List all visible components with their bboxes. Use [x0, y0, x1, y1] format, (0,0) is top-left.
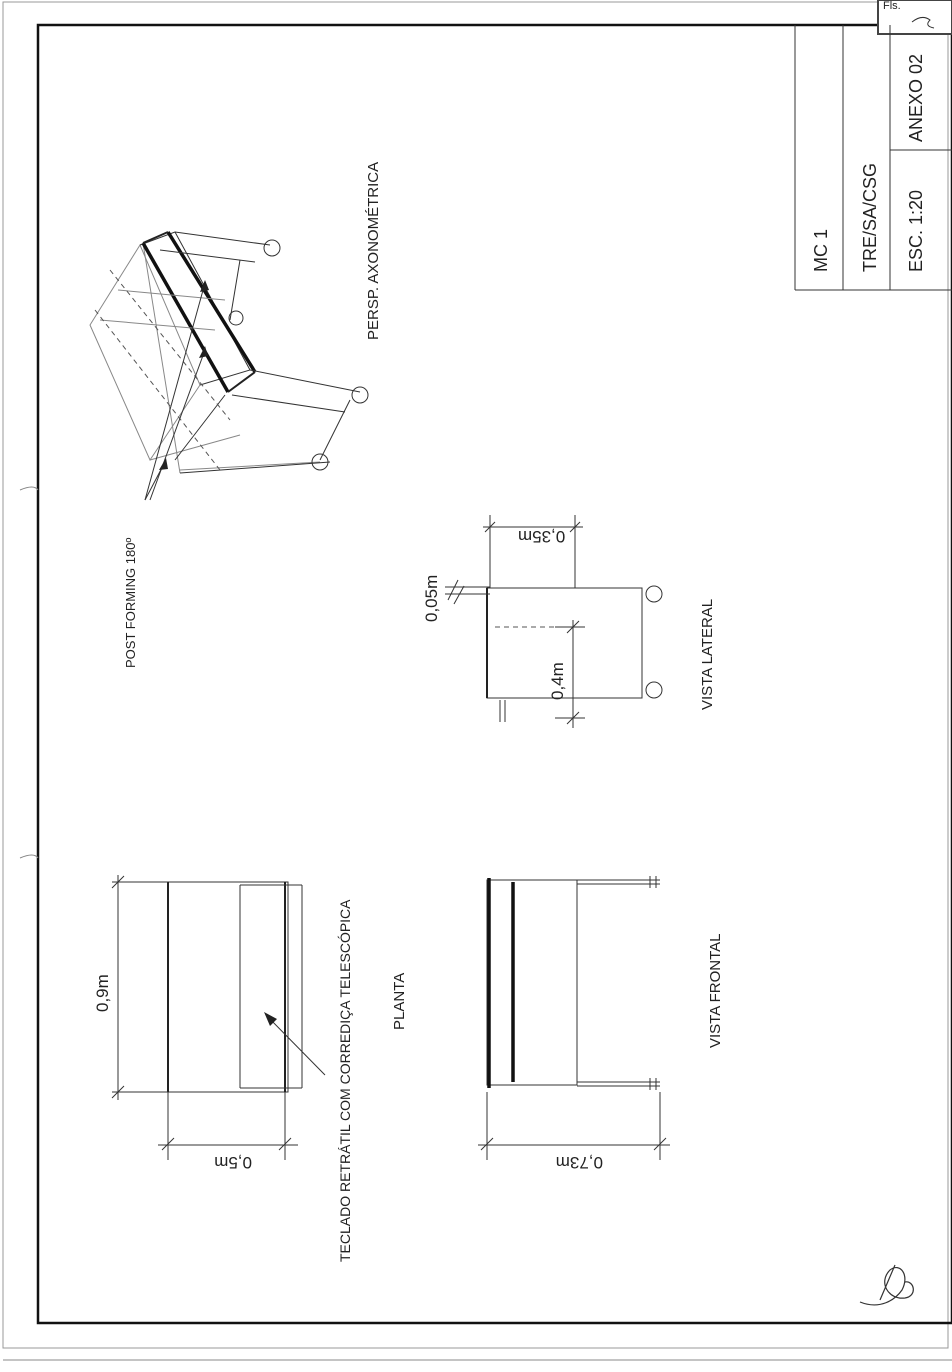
caster-wheel: [229, 311, 243, 325]
axonometric-view: [90, 162, 382, 668]
punch-hole-mark: [20, 487, 38, 490]
dim-lateral-tray: 0,4m: [548, 662, 567, 700]
page-edge: [3, 2, 948, 1348]
dim-lateral-depth: 0,35m: [518, 527, 566, 546]
folio-label: Fls.: [883, 0, 901, 12]
plan-view-label: PLANTA: [391, 972, 408, 1030]
lateral-view: [422, 515, 716, 728]
title-annex: ANEXO 02: [906, 53, 926, 142]
caster-wheel: [264, 240, 280, 256]
caster-wheel: [646, 682, 662, 698]
title-code: MC 1: [811, 228, 831, 272]
dim-lateral-top: 0,05m: [422, 574, 441, 622]
title-scale: ESC. 1:20: [906, 189, 926, 272]
title-block: [795, 25, 952, 290]
perspective-label: PERSP. AXONOMÉTRICA: [365, 161, 382, 340]
leader-line: [150, 350, 205, 500]
leader-line: [266, 1015, 325, 1075]
drawing-frame: [38, 25, 952, 1323]
post-forming-label: POST FORMING 180º: [123, 537, 138, 668]
caster-wheel: [646, 586, 662, 602]
dim-frontal-height: 0,73m: [555, 1153, 603, 1172]
punch-hole-mark: [20, 855, 38, 858]
plan-view: [93, 875, 408, 1262]
dim-plan-width: 0,9m: [93, 974, 112, 1012]
title-org: TRE/SA/CSG: [860, 162, 880, 272]
folio-stamp: [878, 0, 952, 34]
frontal-view-label: VISTA FRONTAL: [707, 933, 724, 1048]
handwritten-initials: [860, 1265, 913, 1305]
keyboard-tray-note: TECLADO RETRÁTIL COM CORREDIÇA TELESCÓPICA: [337, 899, 353, 1262]
lateral-view-label: VISTA LATERAL: [699, 598, 716, 710]
dim-plan-depth: 0,5m: [214, 1153, 252, 1172]
caster-wheel: [352, 387, 368, 403]
frontal-view: [478, 876, 724, 1172]
